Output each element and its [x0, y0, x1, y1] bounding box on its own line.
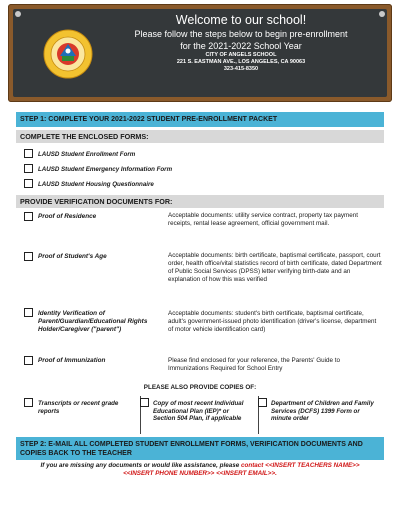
age-label: Proof of Student's Age	[38, 253, 107, 260]
header-text	[101, 13, 381, 73]
identity-checkbox[interactable]	[24, 308, 33, 317]
immunization-desc: Please find enclosed for your reference, the Parents' Guide to Immunizations Required for School Entry	[168, 357, 341, 372]
header-board	[8, 4, 392, 102]
age-checkbox[interactable]	[24, 252, 33, 261]
enclosed-forms-heading: COMPLETE THE ENCLOSED FORMS:	[16, 130, 384, 143]
residence-desc: Acceptable documents: utility service contract, property tax payment receipts, rental lease agreement, official government mail.	[168, 212, 359, 227]
step-1-bar: STEP 1: COMPLETE YOUR 2021-2022 STUDENT PRE-ENROLLMENT PACKET	[16, 112, 384, 127]
iep-checkbox[interactable]	[140, 398, 149, 407]
immunization-label: Proof of Immunization	[38, 357, 106, 364]
identity-label: Identity Verification of Parent/Guardian/Educational Rights Holder/Caregiver ("parent")	[38, 310, 148, 333]
age-desc: Acceptable documents: birth certificate, baptismal certificate, passport, court order, health office/vital statistics record of birth certificate, dated Department of Public Social Services (DPSS) letter verifying birth-date and an explanation of how this was verified	[168, 252, 382, 283]
header-subtitle-1: Please follow the steps below to begin pre-enrollment	[134, 29, 348, 39]
emergency-form-label: LAUSD Student Emergency Information Form	[38, 166, 173, 173]
contact-word: contact	[241, 462, 264, 469]
step-2-bar: STEP 2: E-MAIL ALL COMPLETED STUDENT ENROLLMENT FORMS, VERIFICATION DOCUMENTS AND COPIES BACK TO THE TEACHER	[16, 437, 384, 460]
school-phone: 323-415-8350	[223, 66, 259, 72]
school-name: CITY OF ANGELS SCHOOL	[205, 52, 277, 58]
transcripts-checkbox[interactable]	[24, 398, 33, 407]
identity-desc: Acceptable documents: student's birth certificate, baptismal certificate, adult's government-issued photo identification (driver's license, department of motor vehicle identification card)	[168, 310, 377, 333]
school-address: 221 S. EASTMAN AVE., LOS ANGELES, CA 90063	[176, 59, 306, 65]
enrollment-form-checkbox[interactable]	[24, 149, 33, 158]
assistance-note	[14, 462, 386, 478]
email-placeholder: <<INSERT EMAIL>>	[216, 470, 276, 477]
immunization-checkbox[interactable]	[24, 356, 33, 365]
transcripts-label: Transcripts or recent grade reports	[38, 400, 119, 415]
also-provide-heading: PLEASE ALSO PROVIDE COPIES OF:	[143, 384, 257, 391]
pin-icon	[15, 11, 21, 17]
header-subtitle-2: for the 2021-2022 School Year	[180, 41, 302, 51]
verification-heading: PROVIDE VERIFICATION DOCUMENTS FOR:	[16, 195, 384, 208]
housing-form-checkbox[interactable]	[24, 179, 33, 188]
dcfs-checkbox[interactable]	[258, 398, 267, 407]
district-seal-icon	[43, 29, 93, 79]
end-punctuation: .	[275, 470, 277, 477]
chalkboard	[13, 9, 387, 97]
residence-checkbox[interactable]	[24, 212, 33, 221]
teacher-name-placeholder: <<INSERT TEACHERS NAME>>	[265, 462, 360, 469]
dcfs-label: Department of Children and Family Services (DCFS) 1399 Form or minute order	[271, 400, 374, 423]
enrollment-form-label: LAUSD Student Enrollment Form	[38, 151, 136, 158]
assistance-text: If you are missing any documents or would like assistance, please	[40, 462, 240, 469]
welcome-title: Welcome to our school!	[175, 13, 307, 27]
iep-label: Copy of most recent Individual Educational Plan (IEP)* or Section 504 Plan, if applicable	[153, 400, 244, 423]
emergency-form-checkbox[interactable]	[24, 164, 33, 173]
housing-form-label: LAUSD Student Housing Questionnaire	[38, 181, 154, 188]
phone-placeholder: <<INSERT PHONE NUMBER>>	[123, 470, 215, 477]
residence-label: Proof of Residence	[38, 213, 97, 220]
